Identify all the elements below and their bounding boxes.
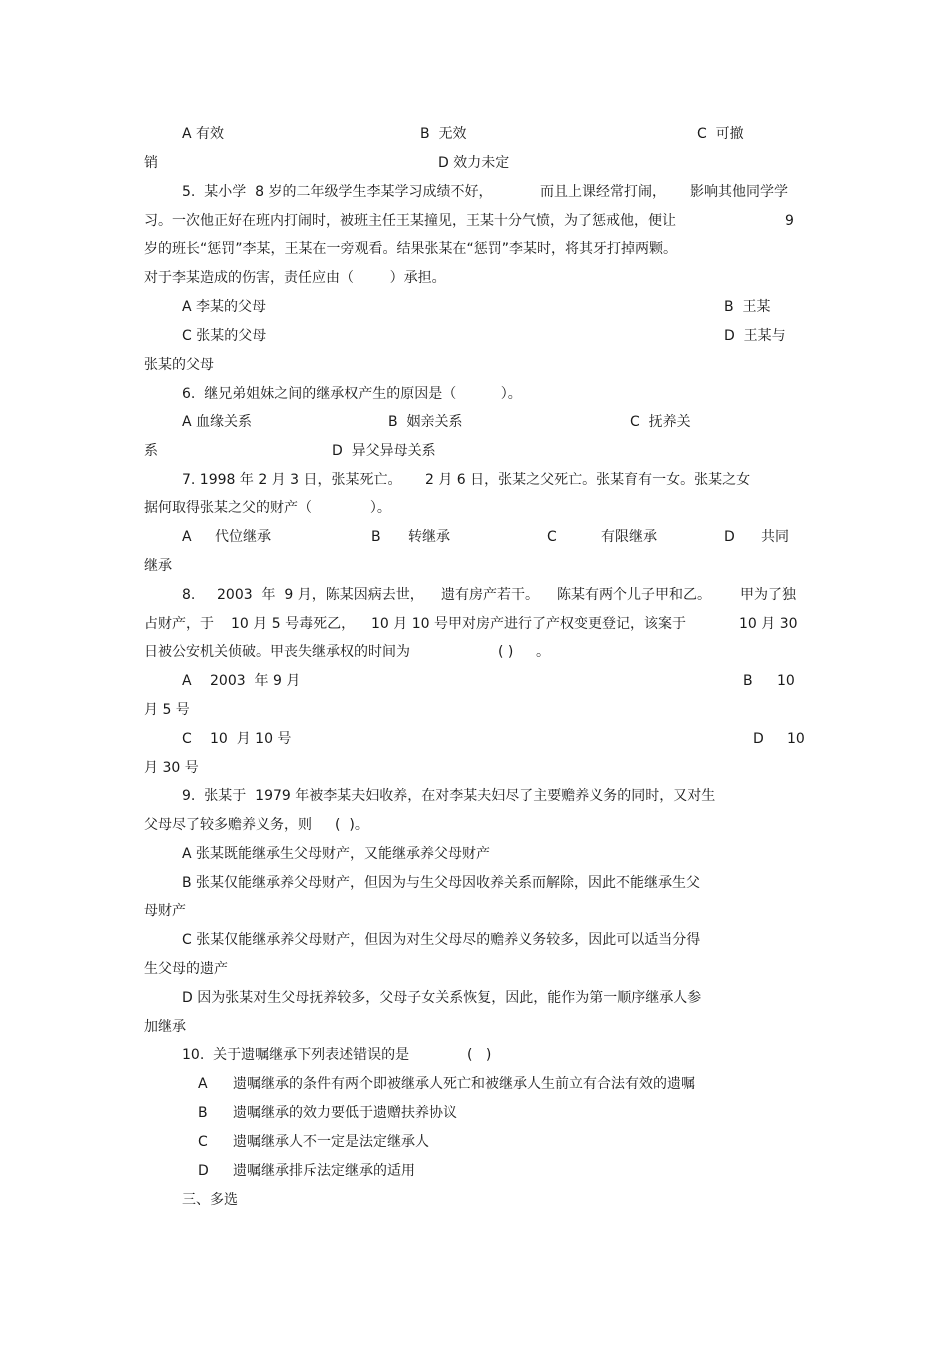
- q9-line1: 9. 张某于 1979 年被李某夫妇收养，在对李某夫妇尽了主要赡养义务的同时，又对生: [182, 788, 716, 804]
- q5-line2-a: 习。一次他正好在班内打闹时，被班主任王某撞见，王某十分气愤，为了惩戒他，便让: [144, 213, 676, 229]
- q5-option-c: C 张某的父母: [182, 328, 267, 344]
- q9-option-c-continued: 生父母的遗产: [144, 961, 228, 977]
- q8-option-d-continued: 月 30 号: [144, 760, 199, 776]
- q8-option-a-text: 2003 年 9 月: [210, 673, 301, 689]
- q9-line2-b: ( )。: [335, 817, 369, 833]
- q6-option-c: C 抚养关: [630, 414, 691, 430]
- q5-option-a: A 李某的父母: [182, 299, 267, 315]
- q8-option-d-text: 10: [787, 731, 805, 747]
- q4-option-c: C 可撤: [697, 126, 744, 142]
- q7-option-a-letter: A: [182, 529, 192, 545]
- q6-option-d: D 异父异母关系: [332, 443, 436, 459]
- q8-line1-c: 遗有房产若干。: [441, 587, 539, 603]
- q6-option-b: B 姻亲关系: [388, 414, 463, 430]
- q8-line2-b: 10 月 5 号毒死乙，: [231, 616, 356, 632]
- q8-line1-e: 甲为了独: [740, 587, 796, 603]
- q6-stem: 6. 继兄弟姐妹之间的继承权产生的原因是（ ）。: [182, 386, 522, 402]
- q5-line2-b: 9: [785, 213, 794, 229]
- q8-line1-b: 2003 年 9 月，陈某因病去世，: [217, 587, 424, 603]
- q5-line3: 岁的班长“惩罚”李某，王某在一旁观看。结果张某在“惩罚”李某时，将其牙打掉两颗。: [144, 241, 678, 257]
- q4-option-c-continued: 销: [144, 155, 158, 171]
- q9-option-d-continued: 加继承: [144, 1019, 186, 1035]
- q8-option-a-letter: A: [182, 673, 192, 689]
- q8-option-b-continued: 月 5 号: [144, 702, 190, 718]
- q7-option-c-letter: C: [547, 529, 557, 545]
- q6-option-c-continued: 系: [144, 443, 158, 459]
- q7-option-d-continued: 继承: [144, 558, 172, 574]
- q8-option-b-letter: B: [743, 673, 753, 689]
- q8-option-c-letter: C: [182, 731, 192, 747]
- q10-option-b-text: 遗嘱继承的效力要低于遗赠扶养协议: [233, 1105, 457, 1121]
- q4-option-b: B 无效: [420, 126, 467, 142]
- q10-option-a-letter: A: [198, 1076, 208, 1092]
- q5-line1-a: 5. 某小学 8 岁的二年级学生李某学习成绩不好，: [182, 184, 493, 200]
- q8-option-b-text: 10: [777, 673, 795, 689]
- q5-option-b: B 王某: [724, 299, 771, 315]
- q10-stem-b: ( ): [467, 1047, 492, 1063]
- q8-option-c-text: 10 月 10 号: [210, 731, 292, 747]
- q7-option-b-letter: B: [371, 529, 381, 545]
- q9-option-b-continued: 母财产: [144, 903, 186, 919]
- q10-option-d-text: 遗嘱继承排斥法定继承的适用: [233, 1163, 415, 1179]
- q10-option-c-text: 遗嘱继承人不一定是法定继承人: [233, 1134, 429, 1150]
- q8-line2-c: 10 月 10 号甲对房产进行了产权变更登记，该案于: [371, 616, 686, 632]
- q7-option-a-text: 代位继承: [215, 529, 271, 545]
- q7-line1-b: 2 月 6 日，张某之父死亡。张某育有一女。张某之女: [425, 472, 751, 488]
- q5-option-d: D 王某与: [724, 328, 786, 344]
- q8-line2-d: 10 月 30: [739, 616, 798, 632]
- q5-option-d-continued: 张某的父母: [144, 357, 214, 373]
- q9-line2-a: 父母尽了较多赡养义务，则: [144, 817, 312, 833]
- q4-option-d: D 效力未定: [438, 155, 510, 171]
- q10-option-b-letter: B: [198, 1105, 208, 1121]
- q4-option-a: A 有效: [182, 126, 225, 142]
- q8-line1-d: 陈某有两个儿子甲和乙。: [557, 587, 711, 603]
- q7-option-d-text: 共同: [761, 529, 789, 545]
- q8-line2-a: 占财产，于: [144, 616, 214, 632]
- q7-option-d-letter: D: [724, 529, 735, 545]
- q10-option-c-letter: C: [198, 1134, 208, 1150]
- q7-option-c-text: 有限继承: [601, 529, 657, 545]
- q5-line1-c: 影响其他同学学: [690, 184, 788, 200]
- q5-line1-b: 而且上课经常打闹，: [540, 184, 666, 200]
- q6-option-a: A 血缘关系: [182, 414, 253, 430]
- q8-line1-a: 8.: [182, 587, 196, 603]
- q8-option-d-letter: D: [753, 731, 764, 747]
- q10-option-a-text: 遗嘱继承的条件有两个即被继承人死亡和被继承人生前立有合法有效的遗嘱: [233, 1076, 695, 1092]
- q9-option-c: C 张某仅能继承养父母财产，但因为对生父母尽的赡养义务较多，因此可以适当分得: [182, 932, 701, 948]
- section-heading-multiple-choice: 三、多选: [182, 1192, 238, 1208]
- q10-option-d-letter: D: [198, 1163, 209, 1179]
- q9-option-a: A 张某既能继承生父母财产，又能继承养父母财产: [182, 846, 491, 862]
- q9-option-d: D 因为张某对生父母抚养较多，父母子女关系恢复，因此，能作为第一顺序继承人参: [182, 990, 702, 1006]
- q7-option-b-text: 转继承: [408, 529, 450, 545]
- q7-line1-a: 7. 1998 年 2 月 3 日，张某死亡。: [182, 472, 402, 488]
- q9-option-b: B 张某仅能继承养父母财产，但因为与生父母因收养关系而解除，因此不能继承生父: [182, 875, 701, 891]
- q5-line4: 对于李某造成的伤害，责任应由（ ）承担。: [144, 270, 446, 286]
- q8-line3-a: 日被公安机关侦破。甲丧失继承权的时间为: [144, 644, 410, 660]
- q10-stem-a: 10. 关于遗嘱继承下列表述错误的是: [182, 1047, 410, 1063]
- q7-line2: 据何取得张某之父的财产（ ）。: [144, 500, 391, 516]
- q8-line3-c: 。: [536, 644, 550, 660]
- q8-line3-b: ( ): [498, 644, 514, 660]
